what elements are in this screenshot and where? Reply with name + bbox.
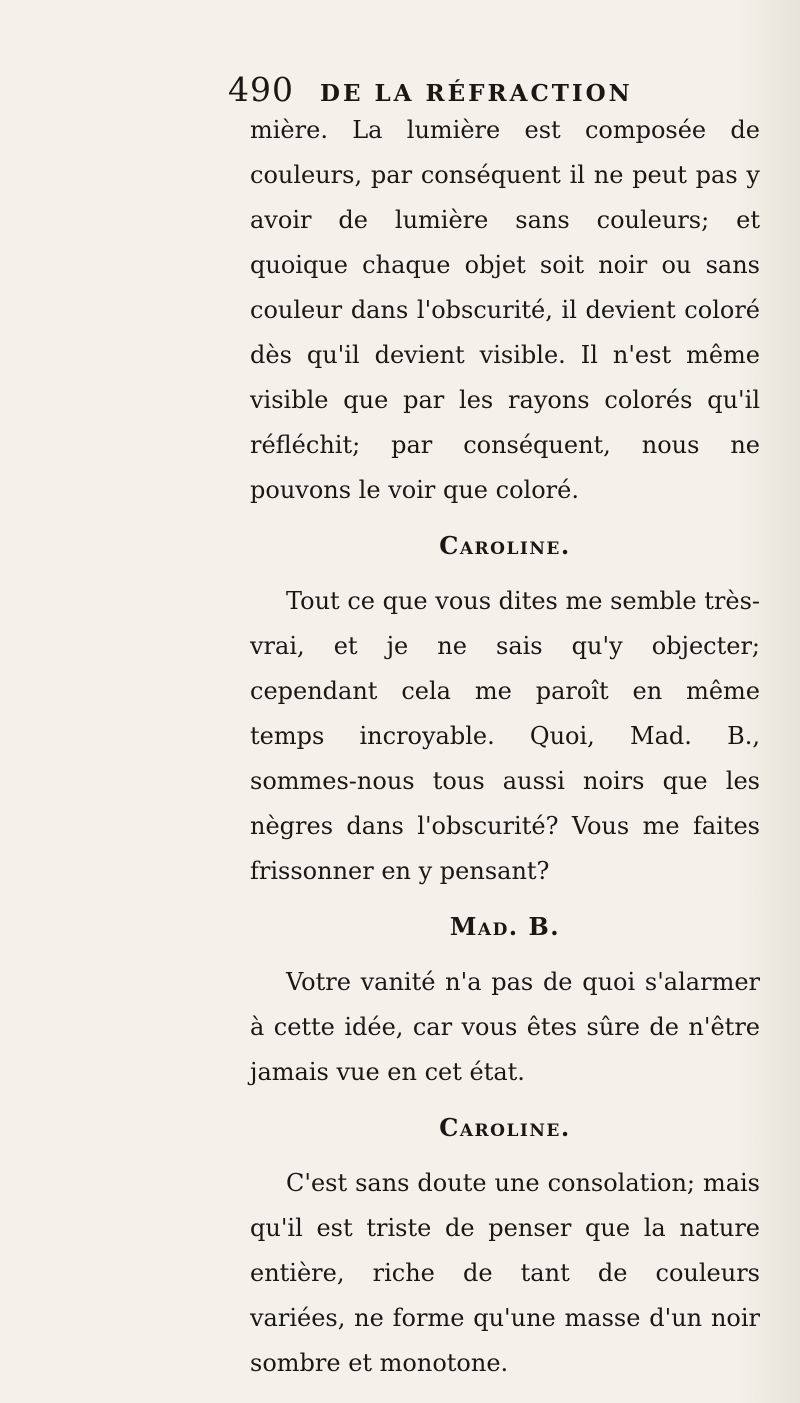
paragraph-caroline-2: C'est sans doute une consolation; mais qu'il est triste de penser que la nature entière, riche de tant de couleurs variées, ne forme qu'une masse d'un noir sombre et monotone. — [250, 1169, 760, 1377]
paragraph-caroline-1: Tout ce que vous dites me semble très-vrai, et je ne sais qu'y objecter; cependant cela me paroît en même temps incroyable. Quoi, Mad. B., sommes-nous tous aussi noirs que les nègres dans l'obscurité? Vous me faites frissonner en y pensant? — [250, 587, 760, 885]
paragraph-mad-b: Votre vanité n'a pas de quoi s'alarmer à cette idée, car vous êtes sûre de n'être jamais vue en cet état. — [250, 968, 760, 1086]
page-number: 490 — [228, 70, 294, 109]
running-title: DE LA RÉFRACTION — [320, 80, 633, 107]
running-head — [228, 70, 748, 110]
paragraph-continuation: mière. La lumière est composée de couleurs, par conséquent il ne peut pas y avoir de lumière sans couleurs; et quoique chaque objet soit noir ou sans couleur dans l'obscurité, il devient coloré dès qu'il devient visible. Il n'est même visible que par les rayons colorés qu'il réfléchit; par conséquent, nous ne pouvons le voir que coloré. — [250, 116, 760, 504]
body-text — [250, 108, 760, 1386]
speaker-caroline-2: Caroline. — [439, 1113, 571, 1142]
speaker-mad-b: Mad. B. — [449, 912, 561, 941]
speaker-caroline: Caroline. — [439, 531, 571, 560]
